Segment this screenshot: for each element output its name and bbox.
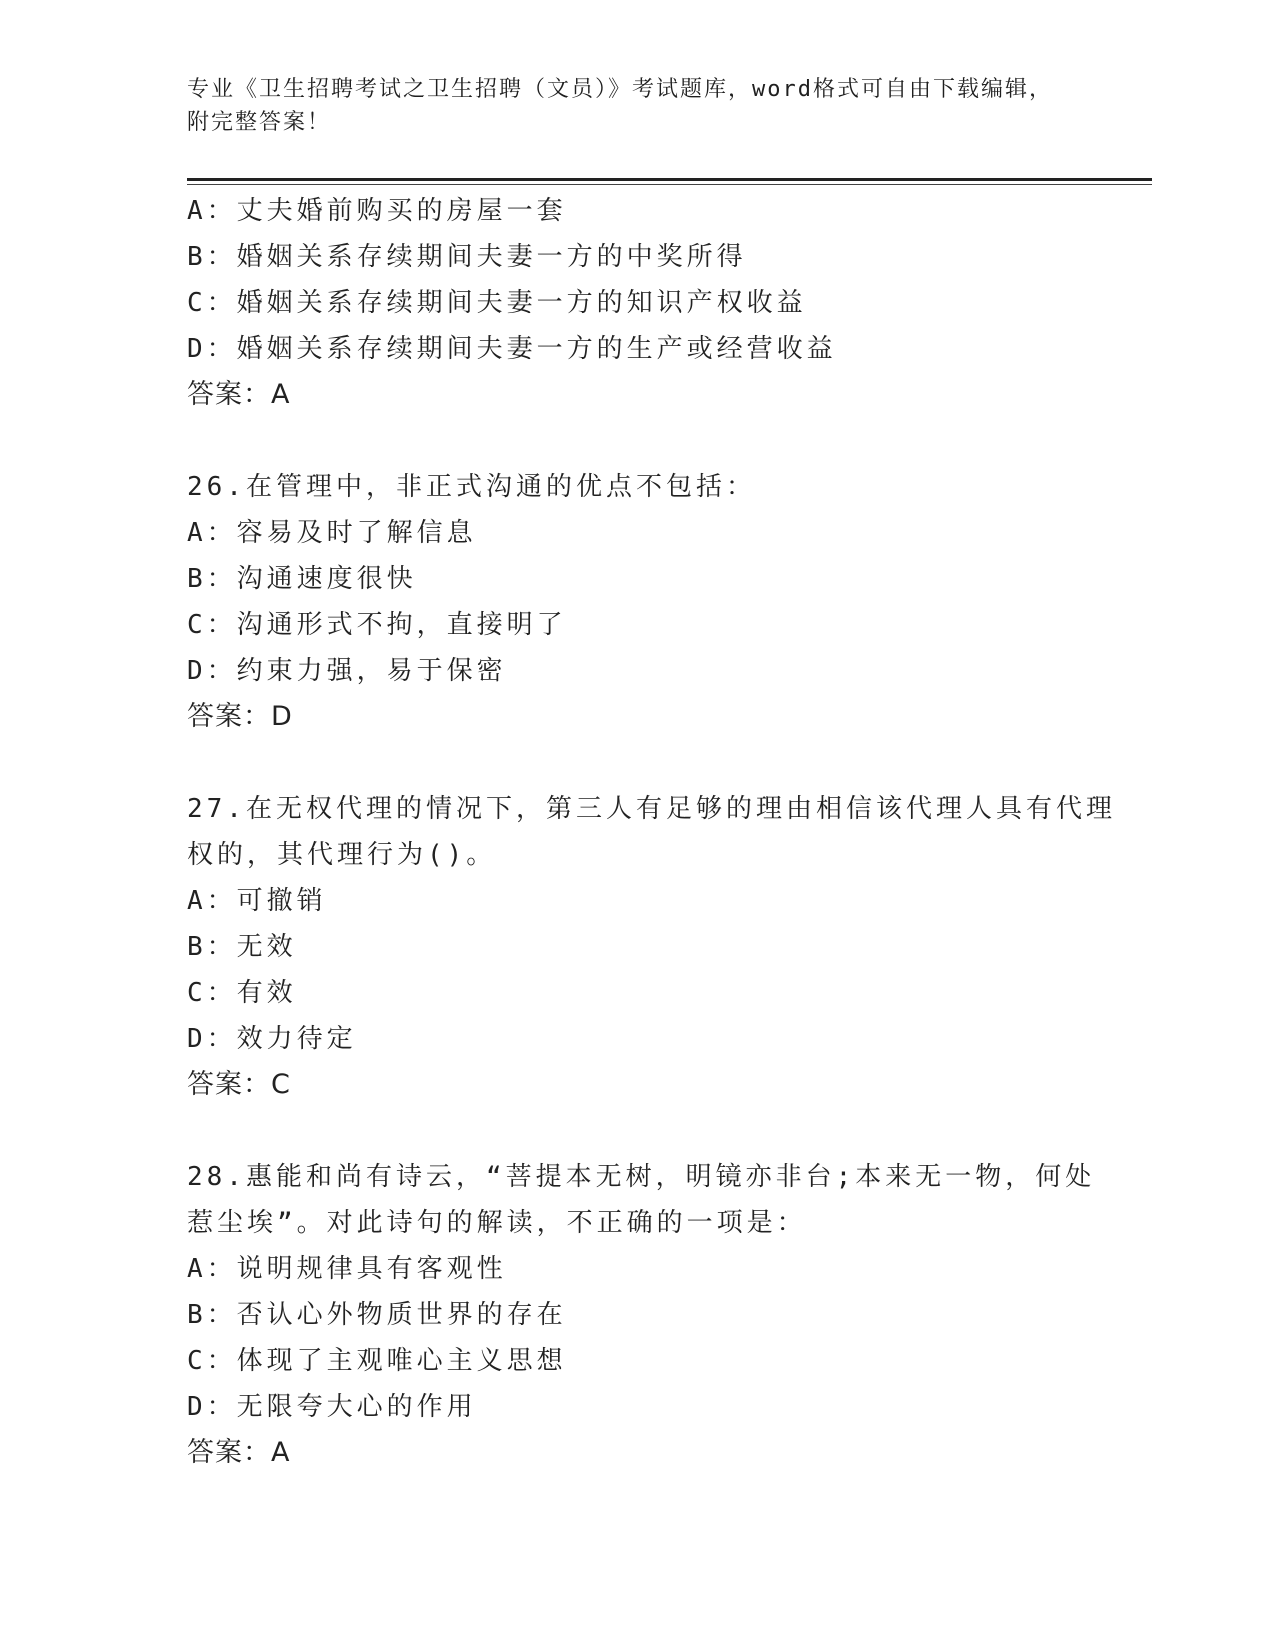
question-25-block bbox=[187, 188, 1087, 418]
option-a: A：说明规律具有客观性 bbox=[187, 1254, 507, 1284]
answer-line: 答案：A bbox=[187, 379, 291, 410]
option-d: D：约束力强，易于保密 bbox=[187, 656, 507, 686]
option-c: C：沟通形式不拘，直接明了 bbox=[187, 610, 567, 640]
spacer bbox=[187, 418, 1087, 464]
answer-line: 答案：D bbox=[187, 701, 293, 732]
header-divider-thin bbox=[187, 184, 1152, 185]
answer-line: 答案：A bbox=[187, 1437, 291, 1468]
option-a: A：丈夫婚前购买的房屋一套 bbox=[187, 196, 567, 226]
spacer bbox=[187, 740, 1087, 786]
answer-line: 答案：C bbox=[187, 1069, 291, 1100]
option-b: B：婚姻关系存续期间夫妻一方的中奖所得 bbox=[187, 242, 747, 272]
option-d: D：婚姻关系存续期间夫妻一方的生产或经营收益 bbox=[187, 334, 837, 364]
question-stem-line-2: 权的，其代理行为()。 bbox=[187, 840, 497, 870]
question-stem-line-2: 惹尘埃”。对此诗句的解读，不正确的一项是： bbox=[187, 1208, 807, 1238]
question-stem-line-1: 28.惠能和尚有诗云，“菩提本无树，明镜亦非台;本来无一物，何处 bbox=[187, 1162, 1096, 1192]
spacer bbox=[187, 1108, 1087, 1154]
option-d: D：效力待定 bbox=[187, 1024, 357, 1054]
header-divider-thick bbox=[187, 178, 1152, 181]
option-b: B：否认心外物质世界的存在 bbox=[187, 1300, 567, 1330]
document-header: 专业《卫生招聘考试之卫生招聘（文员）》考试题库，word格式可自由下载编辑，附完整答案！ bbox=[187, 77, 1053, 135]
question-list bbox=[187, 188, 1116, 1476]
question-27-block bbox=[187, 786, 1116, 1108]
option-c: C：有效 bbox=[187, 978, 297, 1008]
option-c: C：婚姻关系存续期间夫妻一方的知识产权收益 bbox=[187, 288, 807, 318]
option-a: A：容易及时了解信息 bbox=[187, 518, 477, 548]
option-b: B：沟通速度很快 bbox=[187, 564, 417, 594]
option-d: D：无限夸大心的作用 bbox=[187, 1392, 477, 1422]
question-stem-line-1: 27.在无权代理的情况下，第三人有足够的理由相信该代理人具有代理 bbox=[187, 794, 1116, 824]
question-28-block bbox=[187, 1154, 1096, 1476]
option-a: A：可撤销 bbox=[187, 886, 327, 916]
option-b: B：无效 bbox=[187, 932, 297, 962]
question-stem: 26.在管理中，非正式沟通的优点不包括： bbox=[187, 472, 756, 502]
option-c: C：体现了主观唯心主义思想 bbox=[187, 1346, 567, 1376]
question-26-block bbox=[187, 464, 1087, 740]
